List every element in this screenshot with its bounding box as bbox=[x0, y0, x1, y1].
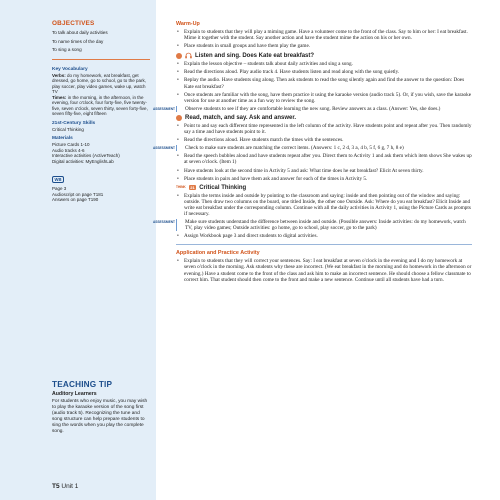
warmup-bullet: • Explain to students that they will play a miming game. Have a volunteer come to the front of the class. Say to him or her: I eat breakfast. Mime it together with the student. Say another action and have the student mime the action on his or her own. bbox=[176, 29, 472, 41]
critical-thinking-bullet: • Explain the terms inside and outside by pointing to the classroom and saying: inside and then pointing out of the window and saying: outside. Then draw two columns on the board, one titled Inside, the other one Outside. Ask: Where do you eat breakfast? Elicit Inside and write eat breakfast under the corresponding column. Continue with all the daily activities in Activity 1, using the Picture Cards as prompts if necessary. bbox=[176, 193, 472, 217]
tip-title: TEACHING TIP bbox=[52, 380, 113, 389]
objective-item: To sing a song bbox=[52, 47, 82, 53]
activity-4-bullet: • Read the directions aloud. Play audio track 4. Have students listen and read along with the song quietly. bbox=[176, 69, 472, 75]
critical-thinking-note-text: Make sure students understand the difference between inside and outside. (Possible answers: Inside activities: do my homework, watch TV, play video games; Outside activities: go home, go to school, play soccer, go to the park) bbox=[185, 219, 466, 232]
materials-item: Digital activities: MyEnglishLab bbox=[52, 158, 114, 164]
warmup-title: Warm-Up bbox=[176, 21, 200, 27]
activity-4-bullet: • Explain the lesson objective – students talk about daily activities and sing a song. bbox=[176, 61, 472, 67]
activity-5-bullet: • Point to and say each different time represented in the left column of the activity. Have students point and repeat after you. Then randomly say a time and have students point to it. bbox=[176, 123, 472, 135]
main-content bbox=[153, 21, 472, 285]
tip-subtitle: Auditory Learners bbox=[52, 391, 97, 397]
application-bullet: • Explain to students that they will correct your sentences. Say: I eat breakfast at seven o'clock in the evening and I do my homework at seven o'clock in the morning. Ask students why these are incorrect. (We eat breakfast in the morning and do homework in the afternoon or evening.) Have a student come to the front of the class and ask him to make an incorrect sentence. He should choose a fellow classmate to correct him. That student should then come to the front and make a new sentence. Continue until all students have had a turn. bbox=[176, 258, 472, 282]
critical-thinking-header bbox=[176, 185, 472, 191]
times-text bbox=[52, 95, 150, 117]
critical-thinking-assessment-note bbox=[153, 219, 472, 232]
materials-item: Interactive activities (ActiveTeach) bbox=[52, 153, 120, 159]
workbook-badge: WB bbox=[52, 176, 64, 183]
teaching-tip bbox=[52, 380, 150, 435]
activity-4-assessment-note bbox=[153, 105, 472, 112]
activity-4-number-icon bbox=[176, 53, 182, 59]
warmup-bullet: • Place students in small groups and have them play the game. bbox=[176, 43, 472, 49]
objective-item: To talk about daily activities bbox=[52, 30, 108, 35]
activity-5-number-icon bbox=[176, 115, 182, 121]
objectives-title: OBJECTIVES bbox=[52, 20, 95, 27]
times-label: Times: bbox=[52, 94, 67, 100]
key-vocab-title: Key Vocabulary bbox=[52, 66, 88, 72]
unit-label: Unit 1 bbox=[61, 483, 79, 490]
verbs-label: Verbs: bbox=[52, 72, 66, 78]
materials-item: Picture Cards 1-10 bbox=[52, 142, 90, 148]
section-divider bbox=[176, 244, 472, 245]
assessment-tag: ASSESSMENT bbox=[153, 146, 175, 151]
verbs-list: do my homework, eat breakfast, get dressed, go home, go to school, go to the park, play soccer, play video games, wake up, watch TV bbox=[52, 72, 147, 95]
activity-5-bullet: • Read the directions aloud. Have students match the times with the sentences. bbox=[176, 137, 472, 143]
activity-4-note-text: Observe students to see if they are comfortable learning the new song. Review answers as a class. (Answer: Yes, she does.) bbox=[185, 105, 441, 112]
activity-5-title: Read, match, and say. Ask and answer. bbox=[185, 114, 297, 121]
activity-5-assessment-note bbox=[153, 145, 472, 152]
objectives-divider bbox=[52, 59, 150, 60]
sidebar bbox=[0, 0, 156, 500]
workbook-item: Page 3 bbox=[52, 186, 67, 192]
workbook-item: Answers on page T190 bbox=[52, 197, 99, 203]
skills-title: 21st-Century Skills bbox=[52, 120, 96, 126]
activity-4-header bbox=[176, 52, 472, 59]
verbs-text bbox=[52, 73, 150, 95]
critical-thinking-title: Critical Thinking bbox=[199, 184, 247, 191]
workbook-list bbox=[52, 186, 150, 203]
materials-title: Materials bbox=[52, 136, 73, 142]
materials-item: Audio tracks 4-6 bbox=[52, 147, 85, 153]
activity-5-header bbox=[176, 115, 472, 121]
activity-4-bullet: • Once students are familiar with the song, have them practice it using the karaoke version (audio track 5). Or, if you wish, save the karaoke version for use at another time as a fun way to review the song. bbox=[176, 92, 472, 104]
activity-4-bullet: • Replay the audio. Have students sing along. Then ask students to read the song silently again and find the answer to the question: Does Kate eat breakfast? bbox=[176, 77, 472, 89]
assessment-tag: ASSESSMENT bbox=[153, 106, 175, 111]
activity-5-bullet: • Read the speech bubbles aloud and have students repeat after you. Direct them to Activity 1 and ask them which item shows She wakes up at seven o'clock. (Item 1) bbox=[176, 153, 472, 165]
skills-text: Critical Thinking bbox=[52, 126, 84, 132]
page-number: T5 bbox=[52, 483, 60, 490]
sidebar-content bbox=[52, 20, 150, 203]
21st-century-badge: 21 bbox=[190, 185, 195, 191]
critical-thinking-bullet: • Assign Workbook page 3 and direct students to digital activities. bbox=[176, 233, 472, 239]
page-footer bbox=[52, 483, 78, 490]
times-list: in the morning, in the afternoon, in the evening, four o'clock, four forty-five, five twenty-five, seven o'clock, seven thirty, seven forty-five, seven fifty-five, eight fifteen bbox=[52, 94, 148, 117]
activity-4-title: Listen and sing. Does Kate eat breakfast? bbox=[195, 52, 315, 59]
activity-5-note-text: Check to make sure students are matching the correct items. (Answers: 1 c, 2 d, 3 a, 4 b, 5 f, 6 g, 7 h, 8 e) bbox=[185, 145, 404, 152]
headphones-icon bbox=[185, 52, 192, 59]
think-tag: THINK bbox=[176, 184, 186, 189]
activity-5-bullet: • Have students look at the second time in Activity 5 and ask: What time does he eat breakfast? Elicit At seven thirty. bbox=[176, 168, 472, 174]
activity-5-bullet: • Place students in pairs and have them ask and answer for each of the times in Activity 5. bbox=[176, 176, 472, 182]
materials-list bbox=[52, 142, 150, 164]
assessment-tag: ASSESSMENT bbox=[153, 220, 175, 225]
workbook-item: Audioscript on page T181 bbox=[52, 191, 104, 197]
tip-text: For students who enjoy music, you may wish to play the karaoke version of the song first (audio track 5). Recognizing the tune and song structure can help prepare students to sing the words when you play the complete song. bbox=[52, 399, 148, 434]
application-title: Application and Practice Activity bbox=[176, 250, 260, 257]
objective-item: To name times of the day bbox=[52, 38, 104, 44]
